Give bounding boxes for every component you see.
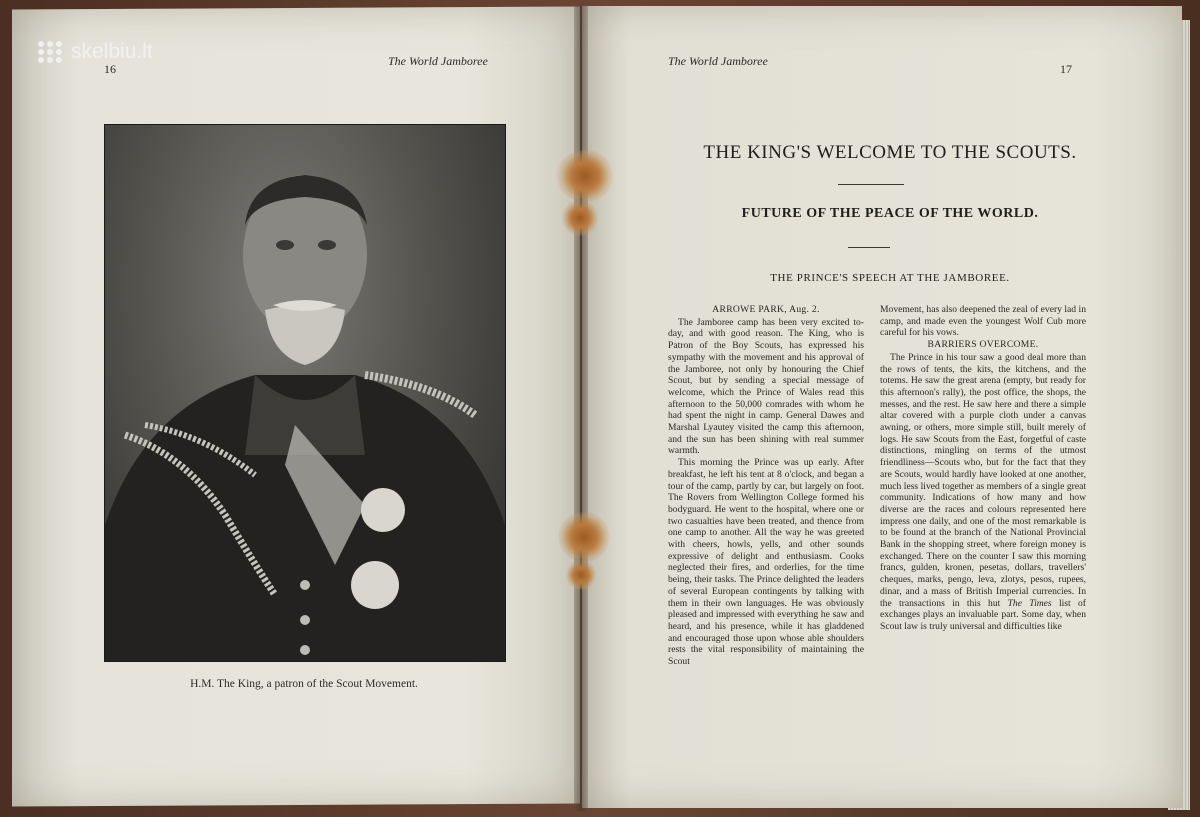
rust-stain (566, 560, 596, 590)
dateline: ARROWE PARK, Aug. 2. (712, 304, 820, 315)
right-page-number: 17 (1060, 62, 1072, 76)
newspaper-name: The Times (1007, 597, 1052, 609)
column-heading: BARRIERS OVERCOME. (927, 339, 1039, 351)
column-1 (668, 304, 864, 734)
right-running-head: The World Jamboree (668, 54, 768, 68)
paragraph: The Prince in his tour saw a good deal more than the rows of tents, the kits, the kitchens, and the totems. He saw the great arena (empty, but ready for this afternoon's rally), the post office, the shops, the messes, and the rest. He saw here and there a simple altar covered with a purple cloth under a canvas awning, or others, more simple still, built merely of logs. He saw Scouts from the East, forgetful of caste distinctions, mingling on terms of the utmost friendliness—Scouts who, but for the fact that they are Scouts, would hardly have looked at one another, much less lived together as members of a single great community. Indications of how many and how diverse are the races and colours represented here impress one daily, and one of the most remarkable is to be found at the branch of the National Provincial Bank in the shopping street, where foreign money is exchanged. There on the counter I saw this morning francs, gulden, kronen, pesetas, dollars, travellers' cheques, marks, pengo, leva, zlotys, pesos, rupees, dinar, and a mass of British Imperial currencies. In the transactions in this hut The Times list of exchanges plays an invaluable part. Some day, when Scout law is truly universal and difficulties like (880, 351, 1086, 632)
watermark-logo-icon (38, 41, 63, 63)
paragraph: Movement, has also deepened the zeal of every lad in camp, and made even the youngest Wolf Cub more careful for his vows. (880, 304, 1086, 339)
section-heading: THE PRINCE'S SPEECH AT THE JAMBOREE. (770, 272, 1010, 284)
rust-stain (556, 150, 614, 202)
column-2 (880, 304, 1086, 734)
subtitle-rule (848, 247, 890, 248)
left-page-number: 16 (104, 62, 116, 76)
watermark-text: skelbiu.lt (71, 40, 153, 63)
left-running-head: The World Jamboree (388, 54, 488, 68)
photo-caption: H.M. The King, a patron of the Scout Movement. (190, 678, 418, 690)
article-subtitle: FUTURE OF THE PEACE OF THE WORLD. (741, 206, 1039, 221)
paragraph: The Jamboree camp has been very excited to-day, and with good reason. The King, who is Patron of the Boy Scouts, has expressed his sympathy with the movement and his approval of the Jamboree, not only by honouring the Chief Scout, but by sending a special message of welcome, which the Prince of Wales read this afternoon to the 50,000 comrades with whom he had spent the night in camp. General Dawes and Marshal Lyautey visited the camp this afternoon, and the sun has been shining with real summer warmth. (668, 316, 864, 457)
title-rule (838, 184, 904, 185)
paragraph: This morning the Prince was up early. After breakfast, he left his tent at 8 o'clock, and began a tour of the camp, partly by car, but largely on foot. The Rovers from Wellington College formed his bodyguard. He went to the hospital, where one or two casualties have been treated, and thence from one camp to another. All the way he was greeted with cheers, howls, yells, and other sounds expressive of delight and enthusiasm. Cooks neglected their fires, and orderlies, for the time being, their tasks. The Prince delighted the leaders of several European contingents by talking with them in their own languages. He was obviously pleased and impressed with everything he saw and heard, and his presence, while it has gladdened and encouraged those upon whose able shoulders rests the vital responsibility of maintaining the Scout (668, 457, 864, 668)
watermark (38, 40, 153, 64)
article-title: THE KING'S WELCOME TO THE SCOUTS. (703, 142, 1077, 163)
rust-stain (562, 200, 598, 236)
king-portrait-photo (104, 124, 506, 662)
book-gutter (574, 6, 588, 811)
rust-stain (558, 512, 610, 562)
